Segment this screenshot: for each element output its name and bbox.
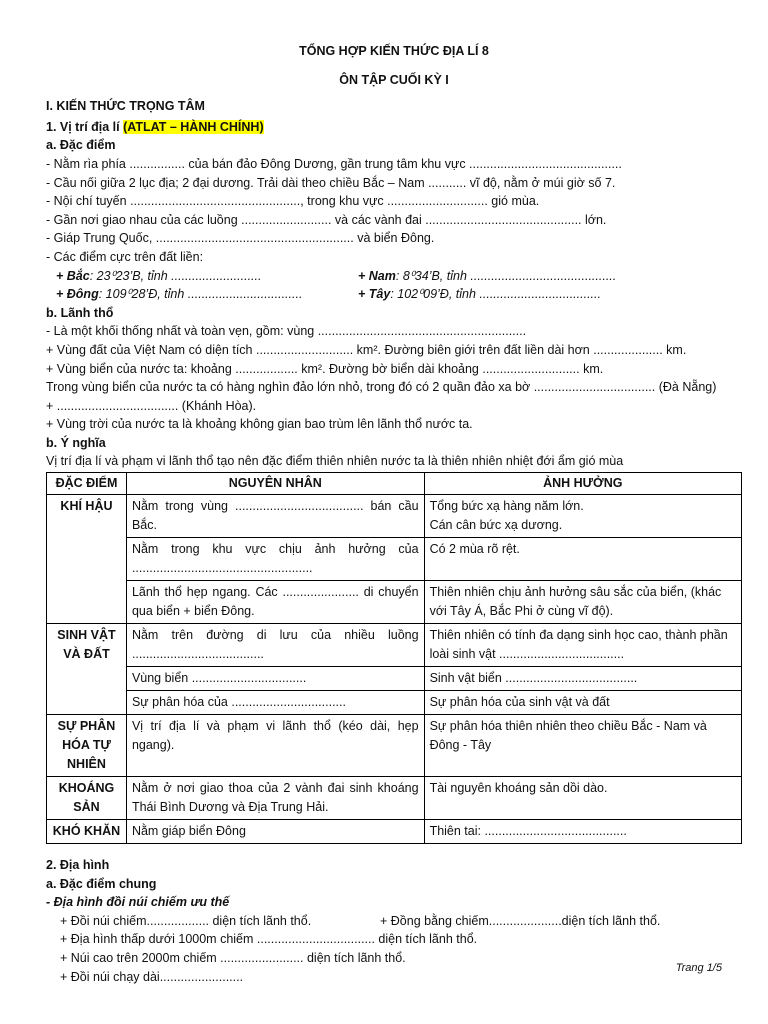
- highlight-atlas: (ATLAT – HÀNH CHÍNH): [123, 119, 264, 134]
- effect-cell: Sự phân hóa thiên nhiên theo chiều Bắc - Nam và Đông - Tây: [424, 715, 741, 777]
- subsection-heading-text: 1. Vị trí địa lí: [46, 119, 124, 134]
- cause-cell: Nằm trong vùng ..................................... bán cầu Bắc.: [126, 495, 424, 538]
- text-line: - Các điểm cực trên đất liền:: [46, 249, 204, 264]
- west-label: + Tây: [358, 287, 391, 302]
- cause-cell: Nằm ở nơi giao thoa của 2 vành đai sinh khoáng Thái Bình Dương và Địa Trung Hải.: [126, 777, 424, 820]
- effect-cell: Thiên tai: .........................................: [424, 820, 741, 844]
- text-line: + Vùng trời của nước ta là khoảng không gian bao trùm lên lãnh thổ nước ta.: [46, 417, 473, 432]
- table-row: [47, 691, 742, 715]
- text-line: - Gần nơi giao nhau của các luồng .......................... và các vành đai ............................................. lớn.: [46, 212, 607, 227]
- table-row: [47, 715, 742, 777]
- text-line: + ................................... (Khánh Hòa).: [46, 398, 257, 413]
- table-row: [47, 538, 742, 581]
- text-line: - Là một khối thống nhất và toàn vẹn, gồm: vùng ............................................................: [46, 324, 527, 339]
- section2-italic-line: - Địa hình đồi núi chiếm ưu thế: [46, 895, 230, 910]
- south-label: + Nam: [358, 268, 396, 283]
- east-label: + Đông: [56, 287, 99, 302]
- effect-cell: Sự phân hóa của sinh vật và đất: [424, 691, 741, 715]
- north-label: + Bắc: [56, 268, 90, 283]
- text-line: + Đồi núi chạy dài........................: [60, 969, 244, 984]
- header-cause: NGUYÊN NHÂN: [126, 473, 424, 495]
- text-line: - Nằm rìa phía ................ của bán đảo Đông Dương, gần trung tâm khu vực ............................................: [46, 156, 622, 171]
- text-line: [46, 912, 742, 931]
- effect-cell: Tổng bức xạ hàng năm lớn. Cán cân bức xạ dương.: [424, 495, 741, 538]
- row-label: KHOÁNG SẢN: [47, 777, 127, 820]
- line-left: + Đồi núi chiếm.................. diện tích lãnh thổ.: [60, 913, 312, 928]
- cause-cell: Vùng biển .................................: [126, 667, 424, 691]
- text-line: + Vùng đất của Việt Nam có diện tích ............................ km². Đường biên giới trên đất liền dài hơn .................... km.: [46, 342, 687, 357]
- document-title: TỔNG HỢP KIẾN THỨC ĐỊA LÍ 8: [299, 44, 489, 58]
- section2-heading: 2. Địa hình: [46, 858, 110, 873]
- section-heading: I. KIẾN THỨC TRỌNG TÂM: [46, 99, 205, 114]
- subsection-heading: [46, 118, 742, 137]
- table-row: [47, 624, 742, 667]
- table-row: [47, 495, 742, 538]
- b-heading: b. Lãnh thổ: [46, 305, 114, 320]
- header-effect: ẢNH HƯỞNG: [424, 473, 741, 495]
- line-right: + Đồng bằng chiếm.....................diện tích lãnh thổ.: [380, 913, 661, 928]
- row-label: SỰ PHÂN HÓA TỰ NHIÊN: [47, 715, 127, 777]
- table-row: [47, 581, 742, 624]
- cause-cell: Sự phân hóa của .................................: [126, 691, 424, 715]
- cause-cell: Vị trí địa lí và phạm vi lãnh thổ (kéo dài, hẹp ngang).: [126, 715, 424, 777]
- text-line: + Địa hình thấp dưới 1000m chiếm .................................. diện tích lãnh thổ.: [60, 932, 478, 947]
- table-row: [47, 820, 742, 844]
- characteristics-table: [46, 472, 742, 844]
- cause-cell: Nằm trong khu vực chịu ảnh hưởng của ....................................................: [126, 538, 424, 581]
- table-row: [47, 667, 742, 691]
- text-line: + Vùng biển của nước ta: khoảng .................. km². Đường bờ biển dài khoảng ............................ km.: [46, 361, 604, 376]
- text-line: - Nội chí tuyến ................................................., trong khu vực ............................. gió mùa.: [46, 194, 540, 209]
- table-row: [47, 777, 742, 820]
- cause-cell: Nằm giáp biển Đông: [126, 820, 424, 844]
- extreme-points-row: [46, 267, 742, 286]
- text-line: - Cầu nối giữa 2 lục địa; 2 đại dương. Trải dài theo chiều Bắc – Nam ........... vĩ độ, nằm ở múi giờ số 7.: [46, 175, 616, 190]
- effect-cell: Có 2 mùa rõ rệt.: [424, 538, 741, 581]
- west-value: : 102⁰09’Đ, tỉnh ...................................: [390, 287, 601, 302]
- document-page: [46, 42, 742, 986]
- text-line: - Giáp Trung Quốc, ......................................................... và biển Đông.: [46, 231, 435, 246]
- section2-a-heading: a. Đặc điểm chung: [46, 876, 157, 891]
- effect-cell: Tài nguyên khoáng sản dồi dào.: [424, 777, 741, 820]
- header-characteristic: ĐẶC ĐIỂM: [47, 473, 127, 495]
- document-subtitle: ÔN TẬP CUỐI KỲ I: [339, 72, 449, 87]
- south-value: : 8⁰34’B, tỉnh ..........................................: [395, 268, 617, 283]
- text-line: + Núi cao trên 2000m chiếm ........................ diện tích lãnh thổ.: [60, 951, 406, 966]
- effect-cell: Thiên nhiên chịu ảnh hưởng sâu sắc của biển, (khác với Tây Á, Bắc Phi ở cùng vĩ độ).: [424, 581, 741, 624]
- effect-cell: Thiên nhiên có tính đa dạng sinh học cao, thành phần loài sinh vật ....................................: [424, 624, 741, 667]
- row-label: KHÍ HẬU: [47, 495, 127, 624]
- c-heading: b. Ý nghĩa: [46, 435, 106, 450]
- text-line: Vị trí địa lí và phạm vi lãnh thổ tạo nên đặc điểm thiên nhiên nước ta là thiên nhiên nhiệt đới ẩm gió mùa: [46, 454, 624, 469]
- effect-cell: Sinh vật biển ......................................: [424, 667, 741, 691]
- row-label: SINH VẬT VÀ ĐẤT: [47, 624, 127, 715]
- extreme-points-row: [46, 285, 742, 304]
- row-label: KHÓ KHĂN: [47, 820, 127, 844]
- north-value: : 23⁰23’B, tỉnh ..........................: [89, 268, 262, 283]
- table-body: [47, 495, 742, 844]
- a-heading: a. Đặc điểm: [46, 138, 116, 153]
- east-value: : 109⁰28’Đ, tỉnh .................................: [98, 287, 303, 302]
- text-line: Trong vùng biển của nước ta có hàng nghìn đảo lớn nhỏ, trong đó có 2 quần đảo xa bờ ................................... (Đà Nẵng): [46, 380, 717, 395]
- cause-cell: Nằm trên đường di lưu của nhiều luồng ......................................: [126, 624, 424, 667]
- table-header-row: [47, 473, 742, 495]
- page-number: Trang 1/5: [675, 962, 722, 974]
- cause-cell: Lãnh thổ hẹp ngang. Các ...................... di chuyển qua biển + biển Đông.: [126, 581, 424, 624]
